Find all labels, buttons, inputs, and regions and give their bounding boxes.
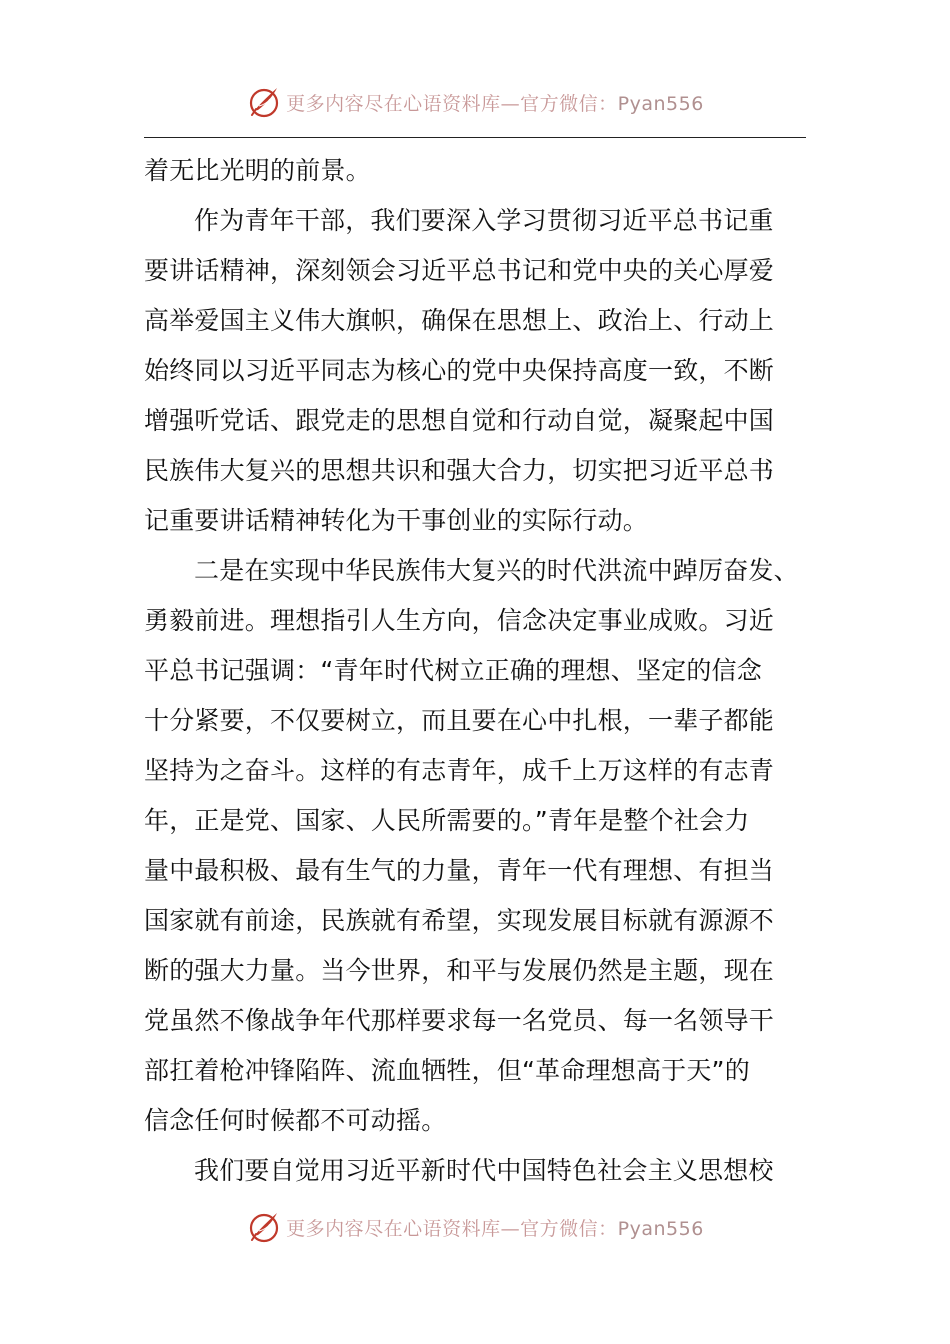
body-line: 信念任何时候都不可动摇。 (144, 1106, 447, 1135)
footer-banner-text (286, 1214, 704, 1241)
body-line: 国家就有前途，民族就有希望，实现发展目标就有源源不 (144, 906, 775, 935)
header-divider (144, 137, 806, 138)
body-line: 坚持为之奋斗。这样的有志青年，成千上万这样的有志青 (144, 756, 775, 785)
body-line: 量中最积极、最有生气的力量，青年一代有理想、有担当 (144, 856, 775, 885)
body-line: 平总书记强调：“青年时代树立正确的理想、坚定的信念 (144, 656, 762, 685)
body-line: 勇毅前进。理想指引人生方向，信念决定事业成败。习近 (144, 606, 775, 635)
header-banner (0, 82, 950, 122)
body-line: 记重要讲话精神转化为干事创业的实际行动。 (144, 506, 649, 535)
quill-pen-logo-icon (246, 1209, 282, 1245)
body-line: 党虽然不像战争年代那样要求每一名党员、每一名领导干 (144, 1006, 775, 1035)
body-line: 年，正是党、国家、人民所需要的。”青年是整个社会力 (144, 806, 750, 835)
body-line: 我们要自觉用习近平新时代中国特色社会主义思想校 (194, 1156, 774, 1185)
body-line: 高举爱国主义伟大旗帜，确保在思想上、政治上、行动上 (144, 306, 775, 335)
footer-wechat-id: Pyan556 (617, 1217, 704, 1240)
body-line: 部扛着枪冲锋陷阵、流血牺牲，但“革命理想高于天”的 (144, 1056, 750, 1085)
footer-banner (0, 1207, 950, 1247)
body-line: 要讲话精神，深刻领会习近平总书记和党中央的关心厚爱 (144, 256, 775, 285)
quill-pen-logo-icon (246, 84, 282, 120)
body-line: 始终同以习近平同志为核心的党中央保持高度一致，不断 (144, 356, 775, 385)
footer-banner-label: 更多内容尽在心语资料库—官方微信： (286, 1217, 618, 1240)
header-banner-label: 更多内容尽在心语资料库—官方微信： (286, 92, 618, 115)
document-body (144, 146, 806, 1196)
body-line: 着无比光明的前景。 (144, 156, 371, 185)
header-wechat-id: Pyan556 (617, 92, 704, 115)
body-line: 增强听党话、跟党走的思想自觉和行动自觉，凝聚起中国 (144, 406, 775, 435)
header-banner-text (286, 89, 704, 116)
body-line: 作为青年干部，我们要深入学习贯彻习近平总书记重 (194, 206, 774, 235)
body-line: 断的强大力量。当今世界，和平与发展仍然是主题，现在 (144, 956, 775, 985)
body-line: 二是在实现中华民族伟大复兴的时代洪流中踔厉奋发、 (194, 556, 799, 585)
body-line: 民族伟大复兴的思想共识和强大合力，切实把习近平总书 (144, 456, 775, 485)
body-line: 十分紧要，不仅要树立，而且要在心中扎根，一辈子都能 (144, 706, 775, 735)
